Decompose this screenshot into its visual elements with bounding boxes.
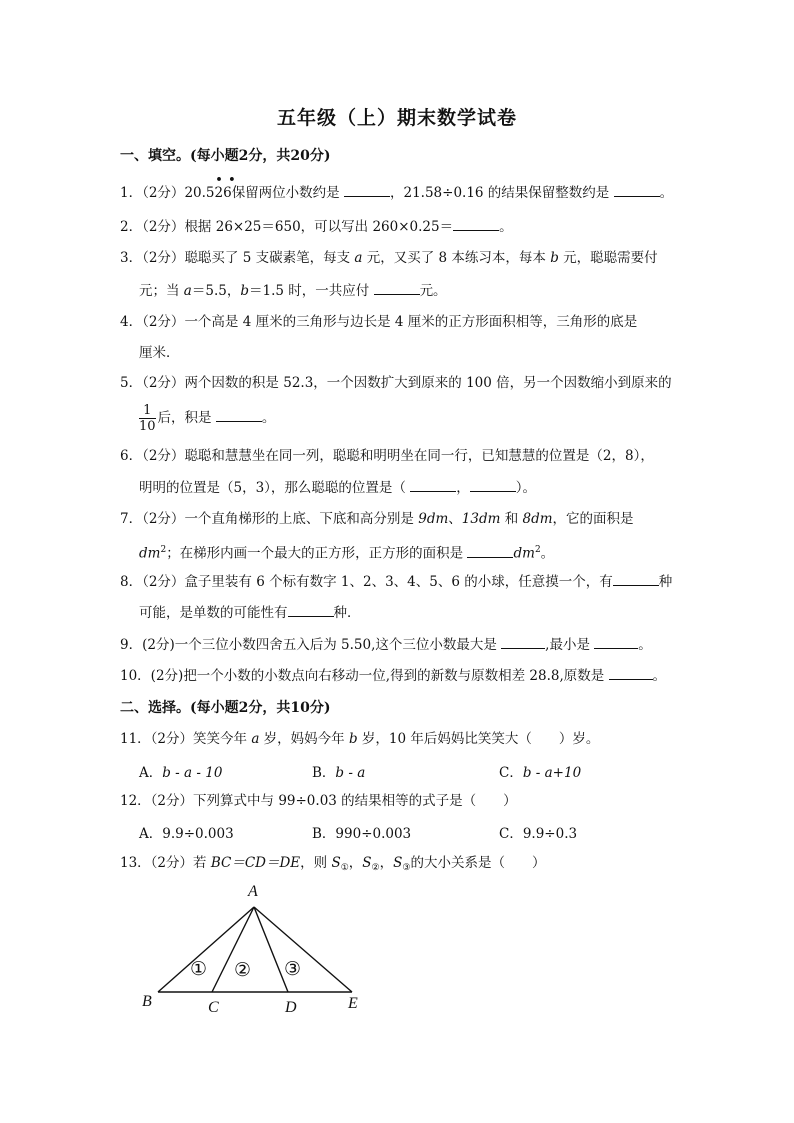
question-1: 1．（2分）20.5 • • 26保留两位小数约是 ，21.58÷0.16 的结果保留整数约是 。 bbox=[120, 182, 673, 203]
question-7-line-2: $dm^2$；在梯形内画一个最大的正方形，正方形的面积是 $dm^2$。 bbox=[139, 540, 554, 564]
triangle-figure bbox=[138, 878, 368, 1018]
q12-option-b[interactable]: B．990÷0.003 bbox=[312, 826, 412, 842]
question-11: 11．（2分）笑笑今年 a 岁，妈妈今年 b 岁，10 年后妈妈比笑笑大（ ）岁。 bbox=[120, 731, 600, 747]
answer-blank[interactable] bbox=[613, 571, 659, 586]
answer-blank[interactable] bbox=[344, 182, 390, 197]
segment-ae bbox=[254, 907, 352, 992]
question-6: 6．（2分）聪聪和慧慧坐在同一列，聪聪和明明坐在同一行，已知慧慧的位置是（2，8）， bbox=[120, 448, 654, 464]
answer-blank[interactable] bbox=[594, 634, 638, 649]
answer-blank[interactable] bbox=[453, 216, 499, 231]
answer-blank[interactable] bbox=[288, 602, 334, 617]
vertex-label-e: E bbox=[348, 995, 358, 1012]
question-2: 2．（2分）根据 26×25＝650，可以写出 260×0.25＝ 。 bbox=[120, 216, 513, 237]
answer-blank[interactable] bbox=[470, 477, 516, 492]
vertex-label-b: B bbox=[142, 993, 152, 1010]
answer-blank[interactable] bbox=[216, 407, 262, 422]
region-label-2: ② bbox=[234, 959, 252, 981]
answer-blank[interactable] bbox=[374, 280, 420, 295]
answer-blank[interactable] bbox=[467, 543, 513, 558]
question-10: 10．(2分)把一个小数的小数点向右移动一位,得到的新数与原数相差 28.8,原数是 。 bbox=[120, 665, 666, 686]
question-5-line-2: $\frac{1}{10}$ 后，积是 。 bbox=[139, 403, 276, 434]
question-8: 8．（2分）盒子里装有 6 个标有数字 1、2、3、4、5、6 的小球，任意摸一个，有 种 bbox=[120, 571, 672, 592]
vertex-label-c: C bbox=[208, 999, 219, 1016]
section-choice-heading: 二、选择。(每小题2分，共10分) bbox=[120, 700, 331, 716]
question-3: 3．（2分）聪聪买了 5 支碳素笔，每支 a 元，又买了 8 本练习本，每本 b 元，聪聪需要付 bbox=[120, 250, 658, 266]
question-8-line-2: 可能，是单数的可能性有 种． bbox=[139, 602, 361, 623]
q11-option-a[interactable]: A．b - a - 10 bbox=[139, 765, 223, 781]
vertex-label-a: A bbox=[248, 883, 258, 900]
section-fill-in-heading: 一、填空。(每小题2分，共20分) bbox=[120, 148, 331, 164]
question-4: 4．（2分）一个高是 4 厘米的三角形与边长是 4 厘米的正方形面积相等，三角形的底是 bbox=[120, 314, 638, 330]
question-6-line-2: 明明的位置是（5，3），那么聪聪的位置是（ ， ）。 bbox=[139, 477, 536, 498]
q11-option-c[interactable]: C．b - a+10 bbox=[499, 765, 582, 781]
fraction-one-tenth: $\frac{1}{10}$ bbox=[139, 403, 156, 434]
question-9: 9．(2分)一个三位小数四舍五入后为 5.50,这个三位小数最大是 ,最小是 。 bbox=[120, 634, 652, 655]
answer-blank[interactable] bbox=[501, 634, 545, 649]
page-title: 五年级（上）期末数学试卷 bbox=[276, 107, 517, 129]
answer-blank[interactable] bbox=[614, 182, 660, 197]
vertex-label-d: D bbox=[285, 999, 297, 1016]
region-label-3: ③ bbox=[284, 958, 302, 980]
question-5: 5．（2分）两个因数的积是 52.3，一个因数扩大到原来的 100 倍，另一个因数缩小到原来的 bbox=[120, 375, 672, 391]
question-3-line-2: 元；当 a＝5.5，b＝1.5 时，一共应付 元。 bbox=[139, 280, 447, 301]
repeating-dots: • • bbox=[215, 173, 237, 186]
answer-blank[interactable] bbox=[410, 477, 456, 492]
q12-option-a[interactable]: A．9.9÷0.003 bbox=[139, 826, 234, 842]
answer-blank[interactable] bbox=[609, 665, 653, 680]
question-4-line-2: 厘米． bbox=[139, 345, 180, 361]
segment-ad bbox=[254, 907, 288, 992]
repeating-decimal: • • 26 bbox=[215, 183, 232, 203]
region-label-1: ① bbox=[190, 958, 208, 980]
q12-option-c[interactable]: C．9.9÷0.3 bbox=[499, 826, 578, 842]
question-12: 12．（2分）下列算式中与 99÷0.03 的结果相等的式子是（ ） bbox=[120, 793, 517, 809]
question-7: 7．（2分）一个直角梯形的上底、下底和高分别是 9dm、13dm 和 8dm，它的面积是 bbox=[120, 511, 634, 527]
q11-option-b[interactable]: B．b - a bbox=[312, 765, 366, 781]
question-13: 13．（2分）若 BC＝CD＝DE，则 $S_①$，$S_②$，$S_③$的大小关系是（ ） bbox=[120, 855, 546, 873]
